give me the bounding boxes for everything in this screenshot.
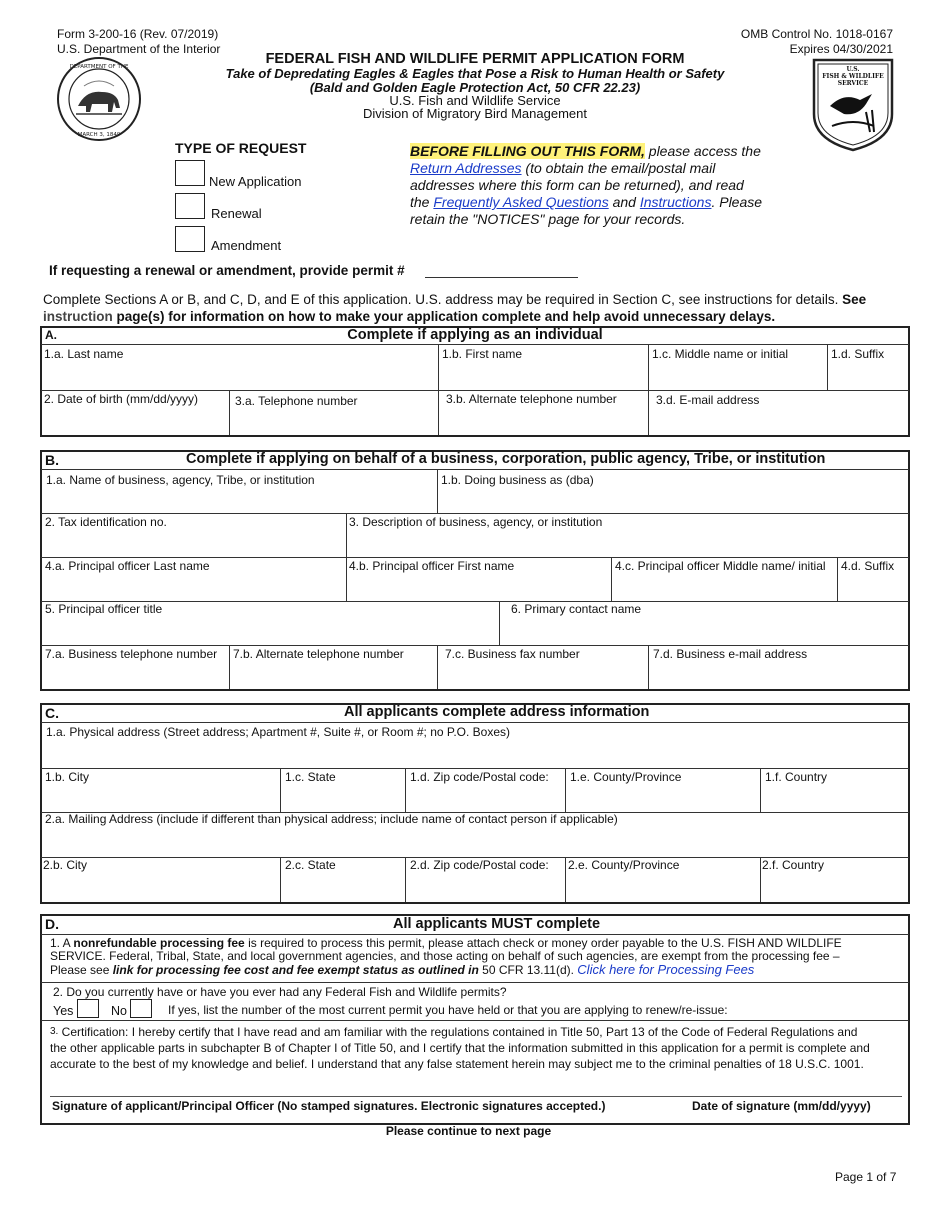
- section-d-title: All applicants MUST complete: [393, 916, 601, 932]
- processing-fee-text: 1. A nonrefundable processing fee is required to process this permit, please attach check or money order payable to the U.S. FISH AND WILDLIFE SERVICE. Federal, Tribal, State, and local government agencies, and those acting on behalf of such agencies, are exempt from the processing fee – Please see link for processing fee cost and fee exempt status as outlined in 50 CFR 13.11(d). Click here for Processing Fees: [50, 936, 842, 977]
- signature-label: Signature of applicant/Principal Officer (No stamped signatures. Electronic signatures accepted.): [52, 1099, 606, 1113]
- physical-address-field[interactable]: 1.a. Physical address (Street address; Apartment #, Suite #, or Room #; no P.O. Boxes): [46, 725, 511, 739]
- physical-state-field[interactable]: 1.c. State: [285, 770, 336, 784]
- physical-city-field[interactable]: 1.b. City: [45, 770, 90, 784]
- svg-text:DEPARTMENT OF THE: DEPARTMENT OF THE: [69, 64, 129, 70]
- page-number: Page 1 of 7: [835, 1170, 897, 1184]
- officer-middle-name-field[interactable]: 4.c. Principal officer Middle name/ initial: [615, 559, 826, 573]
- fws-logo: [810, 56, 896, 152]
- mailing-county-field[interactable]: 2.e. County/Province: [568, 858, 680, 872]
- date-of-birth-field[interactable]: 2. Date of birth (mm/dd/yyyy): [44, 392, 199, 406]
- processing-fees-link[interactable]: Click here for Processing Fees: [577, 962, 755, 977]
- request-type-title: TYPE OF REQUEST: [175, 140, 307, 156]
- renewal-label: Renewal: [211, 206, 262, 221]
- business-email-field[interactable]: 7.d. Business e-mail address: [653, 647, 808, 661]
- return-addresses-link[interactable]: Return Addresses: [410, 160, 522, 176]
- omb-control-number: OMB Control No. 1018-0167: [740, 27, 893, 41]
- permit-number-input[interactable]: [425, 277, 578, 278]
- no-label: No: [111, 1004, 127, 1018]
- doi-seal-graphic: [56, 56, 142, 142]
- svg-text:MARCH 3, 1849: MARCH 3, 1849: [77, 132, 121, 138]
- permit-history-question: 2. Do you currently have or have you ever had any Federal Fish and Wildlife permits?: [53, 985, 507, 999]
- primary-contact-field[interactable]: 6. Primary contact name: [511, 602, 642, 616]
- business-telephone-field[interactable]: 7.a. Business telephone number: [45, 647, 218, 661]
- section-b-letter: B.: [45, 452, 59, 468]
- permit-number-label: If requesting a renewal or amendment, provide permit #: [49, 263, 405, 278]
- svg-text:U.S.: U.S.: [846, 66, 860, 73]
- officer-first-name-field[interactable]: 4.b. Principal officer First name: [349, 559, 515, 573]
- amendment-checkbox[interactable]: [175, 226, 205, 252]
- physical-county-field[interactable]: 1.e. County/Province: [570, 770, 682, 784]
- continue-notice: Please continue to next page: [385, 1124, 552, 1138]
- certification-text: $^{3.}$ Certification: I hereby certify that I have read and am familiar with the regulations contained in Title 50, Part 13 of the Code of Federal Regulations and the other applicable parts in subchapter B of Chapter I of Title 50, and I certify that the information submitted in this application for a permit is complete and accurate to the best of my knowledge and belief. I understand that any false statement herein may subject me to the criminal penalties of 18 U.S.C. 1001.: [50, 1025, 870, 1071]
- physical-country-field[interactable]: 1.f. Country: [765, 770, 828, 784]
- department-name: U.S. Department of the Interior: [57, 42, 221, 56]
- mailing-country-field[interactable]: 2.f. Country: [762, 858, 825, 872]
- mailing-address-field[interactable]: 2.a. Mailing Address (include if different than physical address; include name of contact person if applicable): [45, 812, 618, 826]
- section-a-letter: A.: [45, 328, 57, 342]
- instructions-notice: BEFORE FILLING OUT THIS FORM, please access the Return Addresses (to obtain the email/postal mail addresses where this form can be returned), and read the Frequently Asked Questions and Instructions. Please retain the "NOTICES" page for your records.: [410, 143, 763, 227]
- mailing-state-field[interactable]: 2.c. State: [285, 858, 336, 872]
- expiration-date: Expires 04/30/2021: [789, 42, 893, 56]
- mailing-city-field[interactable]: 2.b. City: [43, 858, 88, 872]
- business-description-field[interactable]: 3. Description of business, agency, or institution: [349, 515, 603, 529]
- telephone-field[interactable]: 3.a. Telephone number: [235, 394, 358, 408]
- first-name-field[interactable]: 1.b. First name: [442, 347, 523, 361]
- division-name: Division of Migratory Bird Management: [363, 106, 587, 121]
- section-a-title: Complete if applying as an individual: [347, 327, 603, 343]
- section-d-letter: D.: [45, 916, 59, 932]
- fws-logo-graphic: [810, 56, 896, 152]
- officer-suffix-field[interactable]: 4.d. Suffix: [841, 559, 895, 573]
- intro-text: Complete Sections A or B, and C, D, and E of this application. U.S. address may be required in Section C, see instructions for details. See instruction page(s) for information on how to make your application complete and help avoid unnecessary delays.: [43, 292, 867, 324]
- business-alt-telephone-field[interactable]: 7.b. Alternate telephone number: [233, 647, 404, 661]
- form-title: FEDERAL FISH AND WILDLIFE PERMIT APPLICATION FORM: [265, 51, 685, 67]
- mailing-zip-field[interactable]: 2.d. Zip code/Postal code:: [410, 858, 549, 872]
- section-c-title: All applicants complete address information: [344, 704, 650, 720]
- yes-checkbox[interactable]: [77, 999, 99, 1018]
- instruction-word: instruction: [43, 308, 113, 324]
- permit-history-followup: If yes, list the number of the most current permit you have held or that you are applying to renew/re-issue:: [168, 1003, 728, 1017]
- form-number: Form 3-200-16 (Rev. 07/2019): [57, 27, 219, 41]
- svg-text:FISH & WILDLIFE: FISH & WILDLIFE: [822, 73, 884, 80]
- business-name-field[interactable]: 1.a. Name of business, agency, Tribe, or institution: [46, 473, 315, 487]
- new-application-checkbox[interactable]: [175, 160, 205, 186]
- email-field[interactable]: 3.d. E-mail address: [656, 393, 760, 407]
- officer-title-field[interactable]: 5. Principal officer title: [45, 602, 163, 616]
- dba-field[interactable]: 1.b. Doing business as (dba): [441, 473, 594, 487]
- agency-name: U.S. Fish and Wildlife Service: [389, 93, 561, 108]
- doi-seal: [56, 56, 142, 142]
- yes-label: Yes: [53, 1004, 74, 1018]
- tax-id-field[interactable]: 2. Tax identification no.: [45, 515, 167, 529]
- middle-name-field[interactable]: 1.c. Middle name or initial: [652, 347, 789, 361]
- new-application-label: New Application: [209, 174, 302, 189]
- form-subtitle: Take of Depredating Eagles & Eagles that Pose a Risk to Human Health or Safety: [225, 66, 725, 81]
- svg-text:SERVICE: SERVICE: [837, 80, 869, 87]
- section-c-letter: C.: [45, 705, 59, 721]
- signature-date-label: Date of signature (mm/dd/yyyy): [692, 1099, 871, 1113]
- alternate-telephone-field[interactable]: 3.b. Alternate telephone number: [446, 392, 617, 406]
- physical-zip-field[interactable]: 1.d. Zip code/Postal code:: [410, 770, 549, 784]
- form-act-citation: (Bald and Golden Eagle Protection Act, 50 CFR 22.23): [309, 80, 641, 95]
- suffix-field[interactable]: 1.d. Suffix: [831, 347, 885, 361]
- no-checkbox[interactable]: [130, 999, 152, 1018]
- faq-link[interactable]: Frequently Asked Questions: [433, 194, 609, 210]
- amendment-label: Amendment: [211, 238, 282, 253]
- signature-line[interactable]: [50, 1096, 902, 1097]
- renewal-checkbox[interactable]: [175, 193, 205, 219]
- notice-before-highlight: BEFORE FILLING OUT THIS FORM,: [410, 143, 645, 159]
- officer-last-name-field[interactable]: 4.a. Principal officer Last name: [45, 559, 210, 573]
- instructions-link[interactable]: Instructions: [639, 194, 712, 210]
- section-b-title: Complete if applying on behalf of a business, corporation, public agency, Tribe, or institution: [186, 451, 826, 467]
- business-fax-field[interactable]: 7.c. Business fax number: [445, 647, 580, 661]
- last-name-field[interactable]: 1.a. Last name: [44, 347, 124, 361]
